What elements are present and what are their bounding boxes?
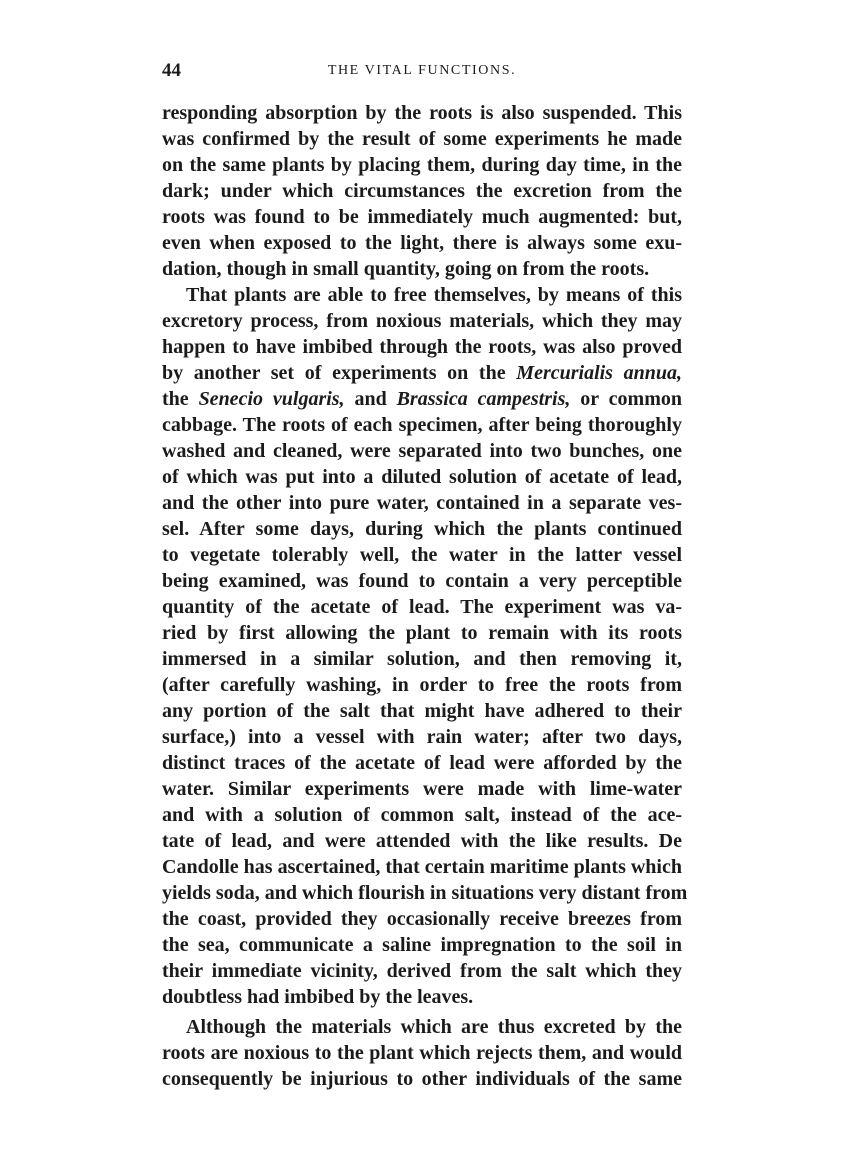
page-number: 44 — [162, 60, 181, 81]
text-line: and with a solution of common salt, instead of the ace- — [162, 804, 682, 826]
text-line: roots was found to be immediately much augmented: but, — [162, 206, 682, 228]
text-line-with-italic — [162, 360, 682, 386]
text-line: Candolle has ascertained, that certain maritime plants which — [162, 856, 682, 878]
text-line: on the same plants by placing them, during day time, in the — [162, 154, 682, 176]
text-line: any portion of the salt that might have adhered to their — [162, 700, 682, 722]
text-line: That plants are able to free themselves, by means of this — [186, 284, 682, 306]
text-fragment: the — [162, 388, 189, 410]
running-title: THE VITAL FUNCTIONS. — [327, 63, 517, 78]
text-line: of which was put into a diluted solution of acetate of lead, — [162, 466, 682, 488]
text-line: and the other into pure water, contained in a separate ves- — [162, 492, 682, 514]
text-line: being examined, was found to contain a very perceptible — [162, 570, 682, 592]
text-fragment: and — [354, 388, 387, 410]
text-line: cabbage. The roots of each specimen, after being thoroughly — [162, 414, 682, 436]
text-line-with-italic — [162, 386, 682, 412]
text-line: happen to have imbibed through the roots, was also proved — [162, 336, 682, 358]
text-line: to vegetate tolerably well, the water in the latter vessel — [162, 544, 682, 566]
text-line: yields soda, and which flourish in situations very distant from — [162, 882, 688, 904]
text-line: was confirmed by the result of some experiments he made — [162, 128, 682, 150]
text-line: roots are noxious to the plant which rejects them, and would — [162, 1042, 682, 1064]
text-line: excretory process, from noxious materials, which they may — [162, 310, 682, 332]
text-line: dark; under which circumstances the excretion from the — [162, 180, 682, 202]
text-line: consequently be injurious to other individuals of the same — [162, 1068, 682, 1090]
species-name: Senecio vulgaris, — [198, 388, 345, 410]
text-line: the coast, provided they occasionally receive breezes from — [162, 908, 682, 930]
text-line: surface,) into a vessel with rain water; after two days, — [162, 726, 682, 748]
text-line: (after carefully washing, in order to free the roots from — [162, 674, 682, 696]
text-line: sel. After some days, during which the plants continued — [162, 518, 682, 540]
text-fragment: or common — [580, 388, 683, 410]
text-line: washed and cleaned, were separated into two bunches, one — [162, 440, 682, 462]
text-line: ried by first allowing the plant to remain with its roots — [162, 622, 682, 644]
text-line: immersed in a similar solution, and then removing it, — [162, 648, 682, 670]
species-name: Brassica campestris, — [396, 388, 571, 410]
page-header — [162, 60, 682, 84]
species-name: Mercurialis annua, — [516, 362, 682, 384]
text-line: dation, though in small quantity, going on from the roots. — [162, 258, 650, 280]
text-line: even when exposed to the light, there is always some exu- — [162, 232, 682, 254]
text-line: water. Similar experiments were made with lime-water — [162, 778, 682, 800]
text-line: distinct traces of the acetate of lead were afforded by the — [162, 752, 682, 774]
text-line: quantity of the acetate of lead. The experiment was va- — [162, 596, 682, 618]
text-line: Although the materials which are thus excreted by the — [186, 1016, 682, 1038]
text-line: their immediate vicinity, derived from the salt which they — [162, 960, 682, 982]
text-fragment: by another set of experiments on the — [162, 362, 506, 384]
text-line: the sea, communicate a saline impregnation to the soil in — [162, 934, 682, 956]
body-text — [162, 100, 688, 1092]
text-line: doubtless had imbibed by the leaves. — [162, 986, 474, 1008]
text-line: tate of lead, and were attended with the like results. De — [162, 830, 682, 852]
text-line: responding absorption by the roots is also suspended. This — [162, 102, 682, 124]
